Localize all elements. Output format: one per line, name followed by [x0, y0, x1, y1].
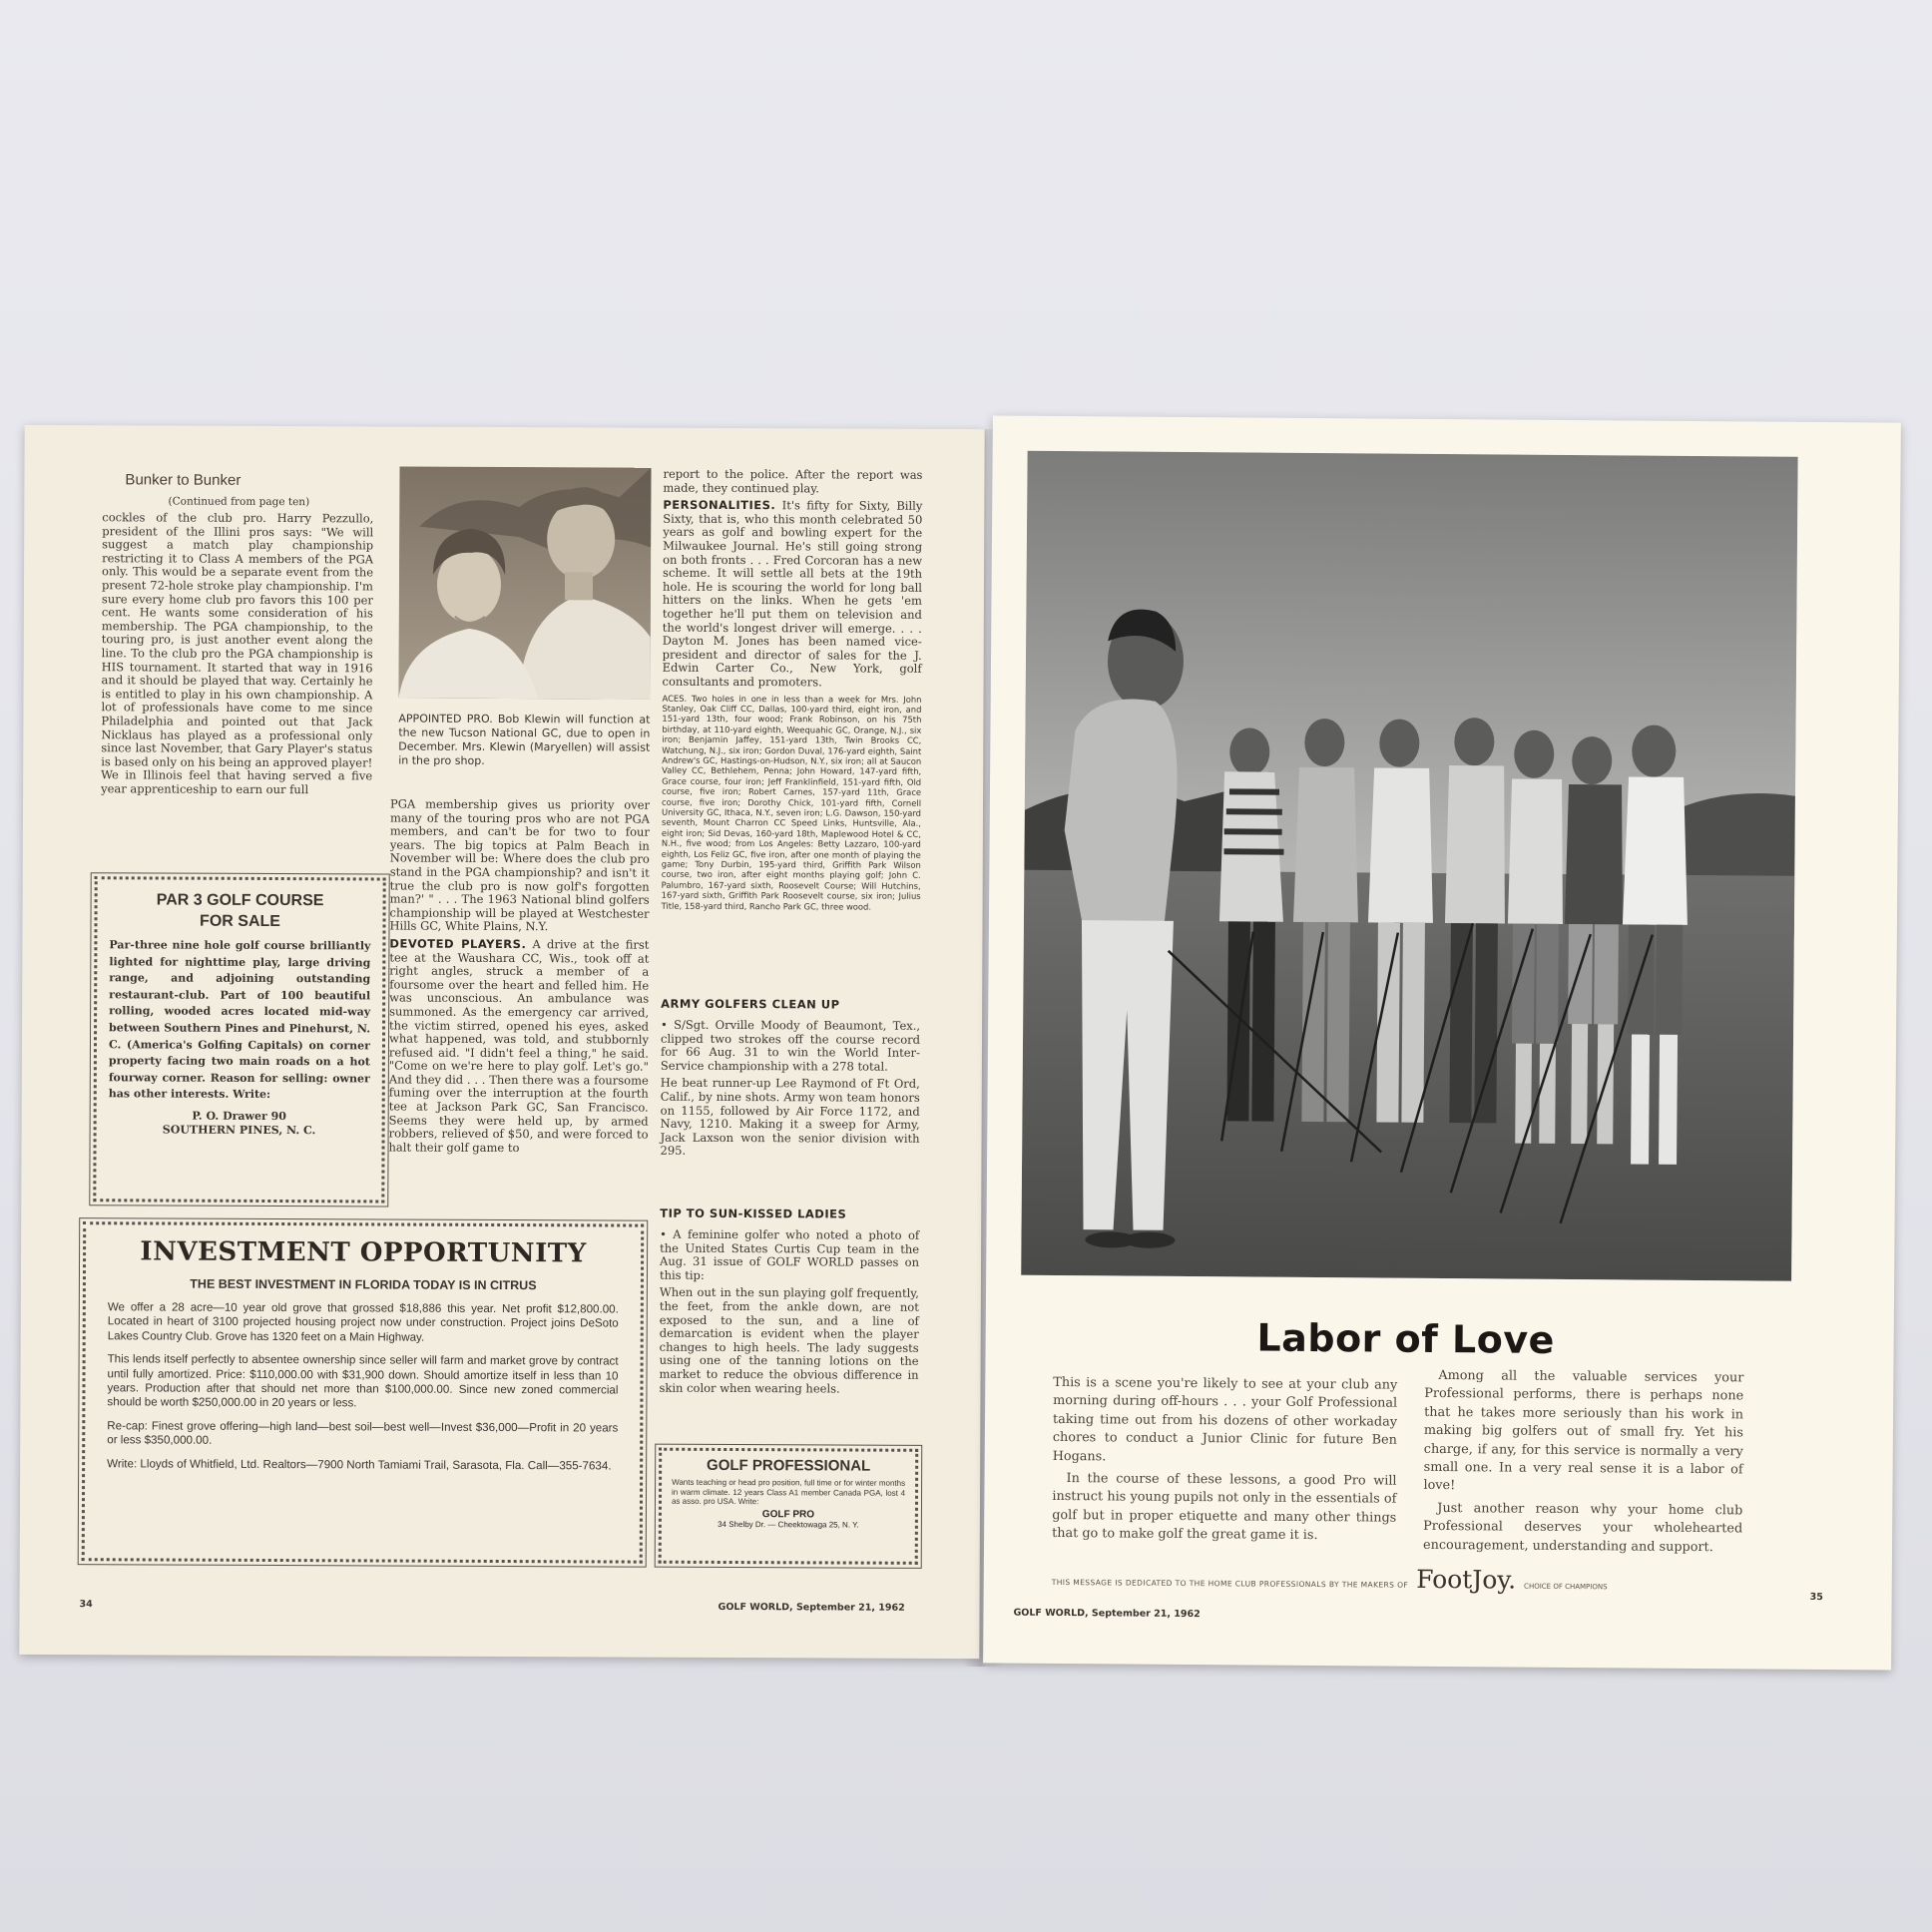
ad-paragraph: Just another reason why your home club Professional deserves your wholehearted encouragement, understanding and support.	[1422, 1500, 1743, 1555]
column-title: Bunker to Bunker	[125, 471, 242, 489]
investment-ad-subtitle: THE BEST INVESTMENT IN FLORIDA TODAY IS IN CITRUS	[190, 1276, 537, 1293]
ad-column-2	[1423, 1367, 1743, 1558]
par3-course-ad	[93, 876, 385, 1203]
column-2-text	[388, 798, 650, 1161]
investment-ad-paragraph: We offer a 28 acre—10 year old grove that grossed $18,886 this year. Net profit $12,800.00. Located in heart of 3100 projected housing project now under construction. Project joins DeSoto Lakes Country Club. Grove has 1320 feet on a Main Highway.	[107, 1300, 619, 1344]
golf-pro-ad-sign: GOLF PRO	[761, 1508, 815, 1520]
right-page-number: 35	[1809, 1591, 1823, 1604]
army-golfers-paragraph: He beat runner-up Lee Raymond of Ft Ord, Calif., by nine shots. Army won team honors on 1155, followed by Air Force 1172, and Navy, 1210. Making it a sweep for Army, Jack Laxson won the senior division with 295.	[660, 1076, 920, 1159]
sun-kissed-ladies-heading: TIP TO SUN-KISSED LADIES	[660, 1206, 847, 1221]
ad-dedication-line	[1052, 1562, 1770, 1597]
army-golfers-paragraph: • S/Sgt. Orville Moody of Beaumont, Tex., clipped two strokes off the course record for 66 Aug. 31 to win the World Inter-Service championship with a 278 total.	[660, 1017, 921, 1074]
aces-paragraph: ACES. Two holes in one in less than a week for Mrs. John Stanley, Oak Cliff CC, Dallas, 100-yard third, eight iron, and 151-yard 13th, four wood; Frank Robinson, on his 75th birthday, at 110-yard eighth, Weequahic GC, Orange, N.J., six iron; Benjamin Jaffey, 151-yard 13th, Twin Brooks CC, Watchung, N.J., six iron; Gordon Duval, 176-yard eighth, Saint Andrew's GC, Hastings-on-Hudson, N.Y., six iron; all at Saucon Valley CC, Bethlehem, Penna; John Howard, 147-yard fifth, Grace course, four iron; Jeff Franklinfield, 151-yard fifth, Old course, five iron; Robert Carnes, 157-yard 11th, Grace course, five iron; Dorothy Chick, 101-yard fifth, Cornell University GC, Ithaca, N.Y., seven iron; L.G. Dawson, 150-yard seventh, Mount Charron CC Speed Links, Huntsville, Ala., eight iron; Sid Devas, 160-yard 18th, Maplewood Hotel & CC, N.H., five wood; from Los Angeles: Betty Lazzaro, 100-yard eighth, Los Feliz GC, five iron, after one month of playing the game; Tony Durbin, 195-yard third, Griffith Park Wilson course, two iron, after eight months playing golf; John C. Palumbro, 167-yard sixth, Roosevelt Course; Will Hutchins, 167-yard sixth, Griffith Park Roosevelt course, six iron; Julius Title, 158-yard third, Rancho Park GC, three wood.	[661, 693, 922, 912]
golf-pro-ad-address: 34 Shelby Dr. — Cheektowaga 25, N. Y.	[718, 1519, 859, 1530]
right-page	[983, 415, 1901, 1670]
right-page-folio: GOLF WORLD, September 21, 1962	[1013, 1607, 1201, 1621]
army-golfers-text	[660, 1019, 920, 1164]
column-3-paragraph: report to the police. After the report was made, they continued play.	[663, 466, 923, 495]
personalities-text: It's fifty for Sixty, Billy Sixty, that is, who this month celebrated 50 years as golf and bowling expert for the Milwaukee Journal. He's still going strong on both fronts . . . Fred Corcoran has a new scheme. It will settle all bets at the 19th hole. He is scouring the world for long ball hitters on the links. When he gets 'em together he'll put them on television and the world's longest driver will emerge. . . . Dayton M. Jones has been named vice-president and director of sales for the J. Edwin Carter Co., New York, golf consultants and promoters.	[662, 498, 923, 690]
devoted-players-paragraph	[389, 937, 650, 1156]
left-page	[19, 425, 984, 1659]
continued-note: (Continued from page ten)	[168, 495, 310, 509]
footjoy-logo: FootJoy.	[1416, 1564, 1517, 1595]
sun-kissed-ladies-text	[659, 1228, 919, 1400]
investment-ad-paragraph: Re-cap: Finest grove offering—high land—best soil—best well—Invest $36,000—Profit in 20 years or less $350,000.00.	[107, 1419, 619, 1447]
investment-opportunity-ad	[82, 1221, 644, 1563]
ad-paragraph: In the course of these lessons, a good Pro will instruct his young pupils not only in the essentials of golf but in proper etiquette and many other things that go to make golf the great game it is.	[1052, 1471, 1397, 1544]
investment-ad-paragraph: This lends itself perfectly to absentee ownership since seller will farm and market grove by contract until fully amortized. Price: $110,000.00 with $31,900 down. Should amortize itself in less than 10 years. Production after that should net more than $100,000.00. Since new zoned commercial should be worth $250,000.00 in 20 years or less.	[107, 1352, 619, 1410]
brand-tagline: CHOICE OF CHAMPIONS	[1524, 1582, 1608, 1592]
par3-ad-body: Par-three nine hole golf course brilliantly lighted for nighttime play, large driving range, and adjoining outstanding restaurant-club. Part of 100 beautiful rolling, wooded acres located mid-way between Southern Pines and Pinehurst, N. C. (America's Golfing Capitals) on corner property facing two main roads on a hot fourway corner. Reason for selling: owner has other interests. Write:	[108, 938, 371, 1102]
junior-clinic-photo-image	[1021, 451, 1797, 1281]
sun-kissed-paragraph: When out in the sun playing golf frequently, the feet, from the ankle down, are not exposed to the sun, and a line of demarcation is evident when the player changes to high heels. The lady suggests using one of the tanning lotions on the market to reduce the obvious difference in skin color when wearing heels.	[659, 1285, 919, 1396]
photo-caption: APPOINTED PRO. Bob Klewin will function at the new Tucson National GC, due to open in December. Mrs. Klewin (Maryellen) will assist in the pro shop.	[398, 712, 651, 767]
sun-kissed-paragraph: • A feminine golfer who noted a photo of the United States Curtis Cup team in the Aug. 31 issue of GOLF WORLD passes on this tip:	[659, 1226, 920, 1282]
left-page-number: 34	[79, 1599, 93, 1611]
army-golfers-heading: ARMY GOLFERS CLEAN UP	[661, 996, 840, 1012]
column-1-paragraph: cockles of the club pro. Harry Pezzullo, president of the Illini pros says: "We will suggest a match play championship restricting it to Class A members of the PGA only. This would be a separate event from the present 72-hole stroke play championship. I'm sure every home club pro favors this 100 per cent. He wants some consideration of his membership. The PGA championship, to the touring pro, is just another event along the line. To the club pro the PGA championship is HIS tournament. It started that way in 1916 and it should be played that way. Certainly he is entitled to play in his own championship. A lot of professionals have come to me since Philadelphia and pointed out that Jack Nicklaus has played as a professional only since last November, that Gary Player's status is based only on his being an approved player! We in Illinois feel that having served a five year apprenticeship to earn our full	[101, 510, 374, 797]
personalities-heading: PERSONALITIES.	[663, 497, 776, 513]
ad-paragraph: Among all the valuable services your Professional performs, there is perhaps none that he takes more seriously than his work in making big golfers out of small fry. Yet his charge, if any, for this service is normally a very small one. In a very real sense it is a labor of love!	[1423, 1367, 1744, 1494]
investment-ad-paragraph: Write: Lloyds of Whitfield, Ltd. Realtors—7900 North Tamiami Trail, Sarasota, Fla. Call—355-7634.	[107, 1456, 612, 1473]
par3-ad-address-1: P. O. Drawer 90	[192, 1109, 286, 1123]
par3-ad-title-2: FOR SALE	[200, 912, 280, 931]
ad-headline: Labor of Love	[1256, 1315, 1556, 1362]
klewin-photo-image	[399, 467, 652, 700]
junior-clinic-photo	[1021, 451, 1797, 1281]
investment-ad-title: INVESTMENT OPPORTUNITY	[140, 1236, 587, 1269]
klewin-photo	[399, 467, 652, 700]
devoted-players-text: A drive at the first tee at the Waushara CC, Wis., took off at right angles, struck a member of a foursome over the heart and felled him. He was unconscious. An ambulance was summoned. As the emergency car arrived, the victim stirred, opened his eyes, asked what happened, was told, and stubbornly refused aid. "I didn't feel a thing," he said. "Come on we're here to play golf. Let's go." And they did . . . Then there was a foursome fuming over the interruption at the fourth tee at Jackson Park GC, San Francisco. Seems they were held up, by armed robbers, relieved of $50, and were forced to halt their golf game to	[388, 937, 650, 1155]
devoted-players-heading: DEVOTED PLAYERS.	[389, 936, 527, 952]
ad-column-1	[1052, 1374, 1397, 1546]
golf-pro-ad-body: Wants teaching or head pro position, full time or for winter months in warm climate. 12 years Class A1 member Canada PGA, lost 4 as asso. pro USA. Write:	[671, 1477, 906, 1507]
column-2-paragraph: PGA membership gives us priority over many of the touring pros who are not PGA members, and can't be for two to four years. The big topics at Palm Beach in November will be: Where does the club pro stand in the PGA championship? and isn't it true the club pro is now golf's forgotten man?' " . . . The 1963 National blind golfers championship will be played at Westchester Hills GC, White Plains, N.Y.	[389, 796, 651, 934]
ad-paragraph: This is a scene you're likely to see at your club any morning during off-hours . . . your Golf Professional taking time out from his dozens of other workaday chores to conduct a Junior Clinic for future Ben Hogans.	[1052, 1374, 1398, 1464]
par3-ad-title-1: PAR 3 GOLF COURSE	[156, 891, 324, 910]
left-page-folio: GOLF WORLD, September 21, 1962	[718, 1601, 905, 1614]
column-3-text	[662, 468, 923, 916]
personalities-paragraph	[663, 499, 923, 690]
golf-professional-ad	[659, 1448, 919, 1565]
column-1-text	[101, 511, 373, 801]
par3-ad-address-2: SOUTHERN PINES, N. C.	[162, 1123, 316, 1137]
golf-pro-ad-title: GOLF PROFESSIONAL	[707, 1456, 871, 1475]
dedication-text: THIS MESSAGE IS DEDICATED TO THE HOME CLUB PROFESSIONALS BY THE MAKERS OF	[1051, 1577, 1409, 1590]
